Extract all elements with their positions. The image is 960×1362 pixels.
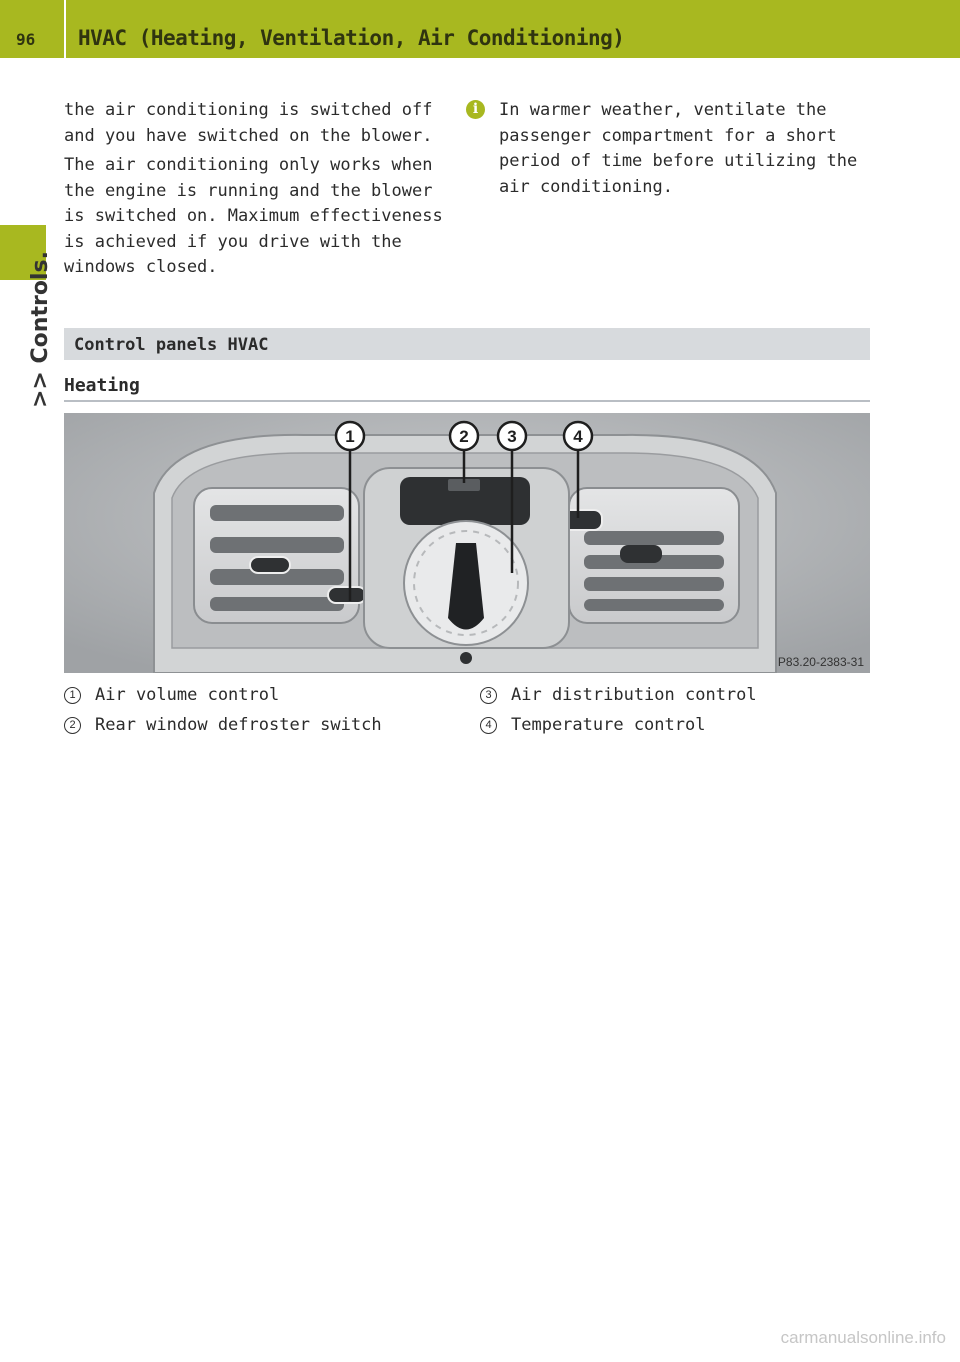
header-divider xyxy=(64,0,66,58)
callout-3 xyxy=(498,422,526,450)
legend-label: Air volume control xyxy=(95,685,280,705)
watermark: carmanualsonline.info xyxy=(780,1328,946,1347)
legend-number: 3 xyxy=(480,687,497,704)
info-text: In warmer weather, ventilate the passenger compartment for a short period of time before utilizing the air conditioning. xyxy=(499,100,858,197)
center-console xyxy=(364,468,569,664)
paragraph: the air conditioning is switched off and you have switched on the blower. xyxy=(64,100,433,146)
paragraph: The air conditioning only works when the engine is running and the blower is switched on. Maximum effectiveness is achieved if you drive with the windows closed. xyxy=(64,155,443,277)
page-title: HVAC (Heating, Ventilation, Air Conditioning) xyxy=(78,26,625,50)
legend-label: Rear window defroster switch xyxy=(95,715,382,735)
callout-2 xyxy=(450,422,478,450)
callout-label: 4 xyxy=(573,427,583,446)
legend-item xyxy=(64,680,382,710)
legend-item xyxy=(480,680,757,710)
legend-label: Temperature control xyxy=(511,715,706,735)
info-note xyxy=(466,98,870,200)
legend-item xyxy=(480,710,757,740)
legend-label: Air distribution control xyxy=(511,685,757,705)
figure-code: P83.20-2383-31 xyxy=(777,655,864,669)
subsection-title: Heating xyxy=(64,375,140,396)
subsection-rule xyxy=(64,400,870,402)
left-column xyxy=(64,98,454,285)
callout-label: 3 xyxy=(507,427,517,446)
info-icon: i xyxy=(466,100,485,119)
legend-left xyxy=(64,680,382,740)
callout-label: 1 xyxy=(345,427,355,446)
callout-4 xyxy=(564,422,592,450)
left-air-vent xyxy=(194,488,366,623)
legend-number: 4 xyxy=(480,717,497,734)
legend-item xyxy=(64,710,382,740)
section-title: Control panels HVAC xyxy=(74,335,269,355)
legend-number: 1 xyxy=(64,687,81,704)
chapter-label: >> Controls. xyxy=(28,251,53,408)
legend-right xyxy=(480,680,757,740)
callout-label: 2 xyxy=(459,427,469,446)
legend-number: 2 xyxy=(64,717,81,734)
right-air-vent xyxy=(560,488,739,623)
page-number: 96 xyxy=(16,30,36,49)
callout-1 xyxy=(336,422,364,450)
hvac-control-panel-figure xyxy=(64,413,870,673)
right-column xyxy=(466,98,870,200)
hvac-control-panel-illustration xyxy=(64,413,870,673)
